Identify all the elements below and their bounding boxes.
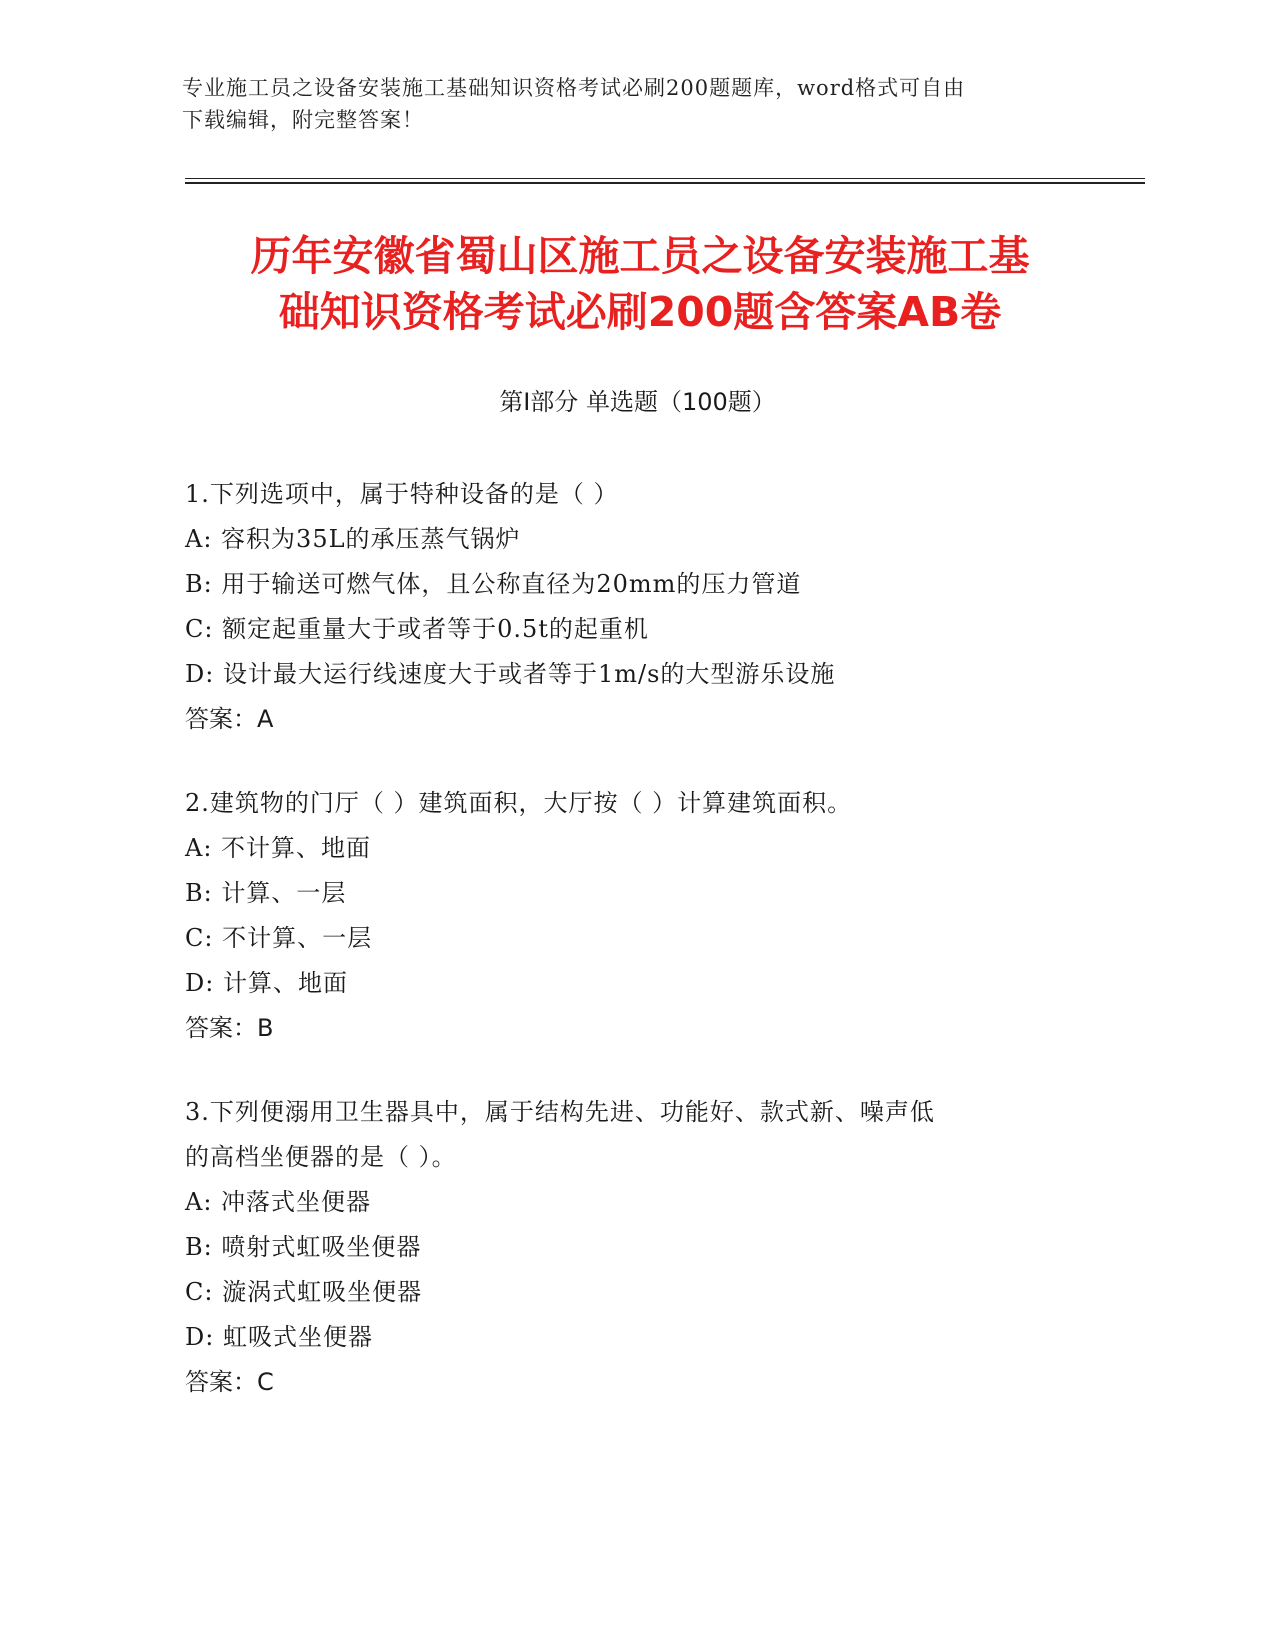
header-note-line-1: 专业施工员之设备安装施工基础知识资格考试必刷200题题库，word格式可自由	[182, 76, 966, 100]
question-1	[185, 472, 1065, 742]
option-b: B: 用于输送可燃气体，且公称直径为20mm的压力管道	[185, 570, 802, 598]
question-stem-line-2: 的高档坐便器的是（ ）。	[185, 1143, 457, 1171]
option-a: A: 容积为35L的承压蒸气锅炉	[185, 525, 521, 553]
question-2	[185, 781, 1065, 1051]
header-note	[182, 72, 1062, 136]
option-c: C: 漩涡式虹吸坐便器	[185, 1278, 423, 1306]
option-b: B: 计算、一层	[185, 879, 347, 907]
answer: 答案：B	[185, 1014, 274, 1042]
option-c: C: 额定起重量大于或者等于0.5t的起重机	[185, 615, 649, 643]
option-c: C: 不计算、一层	[185, 924, 373, 952]
header-divider-thick	[185, 182, 1145, 184]
section-heading: 第Ⅰ部分 单选题（100题）	[499, 388, 776, 416]
question-stem-line-1: 3.下列便溺用卫生器具中，属于结构先进、功能好、款式新、噪声低	[185, 1098, 935, 1126]
option-d: D: 虹吸式坐便器	[185, 1323, 373, 1351]
question-list	[185, 472, 1065, 1444]
answer: 答案：A	[185, 705, 274, 733]
option-a: A: 不计算、地面	[185, 834, 372, 862]
document-title-line-2: 础知识资格考试必刷200题含答案AB卷	[278, 288, 1002, 336]
header-note-line-2: 下载编辑，附完整答案！	[182, 108, 424, 132]
option-a: A: 冲落式坐便器	[185, 1188, 372, 1216]
option-d: D: 计算、地面	[185, 969, 348, 997]
header-divider-thin	[185, 178, 1145, 179]
document-title-line-1: 历年安徽省蜀山区施工员之设备安装施工基	[250, 232, 1030, 280]
option-d: D: 设计最大运行线速度大于或者等于1m/s的大型游乐设施	[185, 660, 836, 688]
question-stem: 2.建筑物的门厅（ ）建筑面积，大厅按（ ）计算建筑面积。	[185, 789, 853, 817]
option-b: B: 喷射式虹吸坐便器	[185, 1233, 422, 1261]
question-stem: 1.下列选项中，属于特种设备的是（ ）	[185, 480, 619, 508]
question-3	[185, 1090, 1065, 1405]
document-title	[170, 228, 1110, 340]
answer: 答案：C	[185, 1368, 274, 1396]
